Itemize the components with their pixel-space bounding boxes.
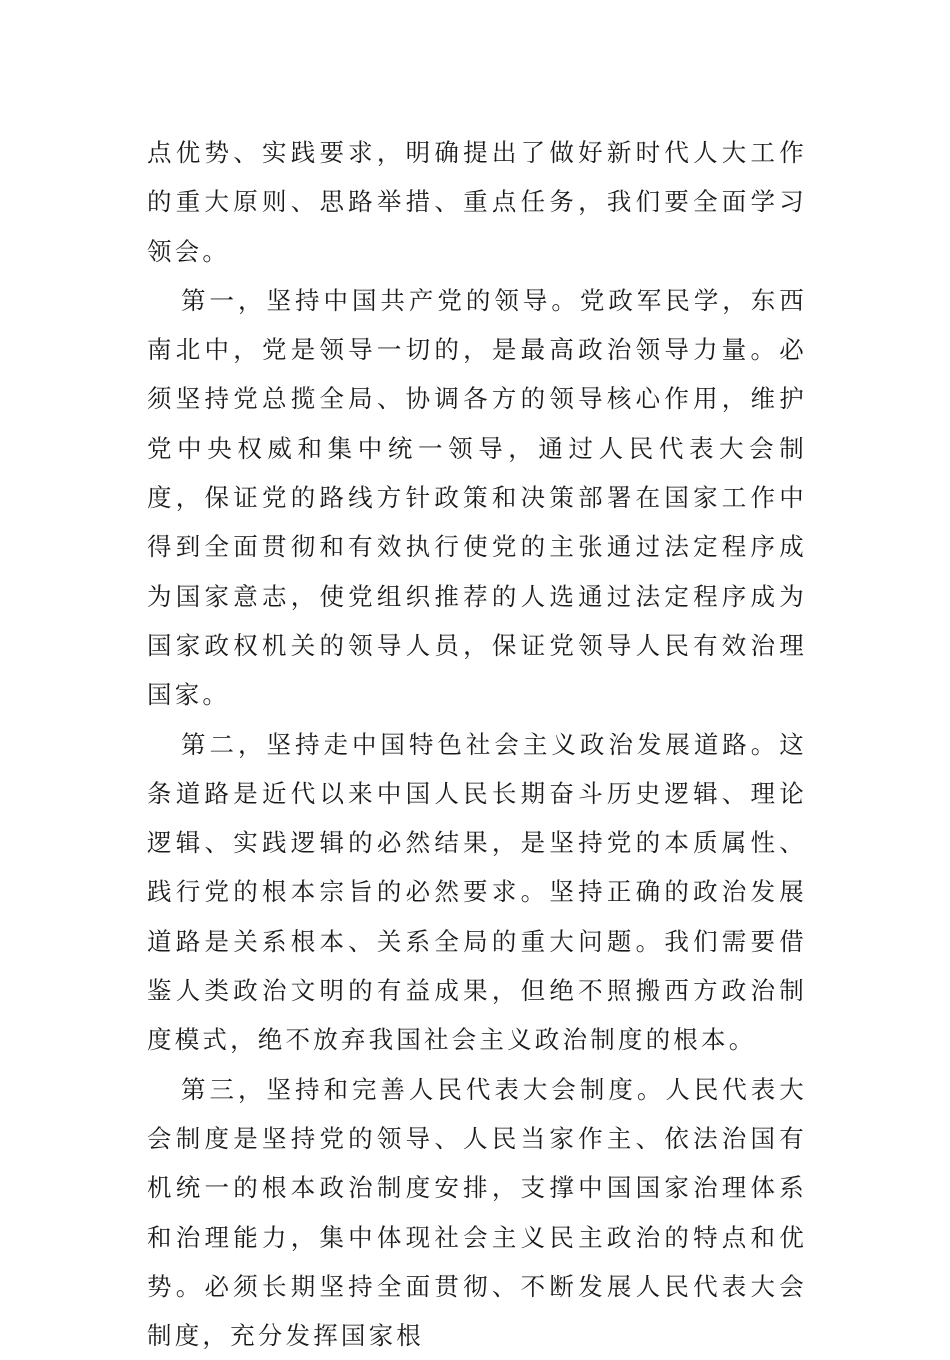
paragraph-continuation: 点优势、实践要求，明确提出了做好新时代人大工作的重大原则、思路举措、重点任务，我们要全面学习领会。: [147, 138, 807, 266]
document-page: [147, 128, 807, 1360]
paragraph-first-point: 第一，坚持中国共产党的领导。党政军民学，东西南北中，党是领导一切的，是最高政治领导力量。必须坚持党总揽全局、协调各方的领导核心作用，维护党中央权威和集中统一领导，通过人民代表大会制度，保证党的路线方针政策和决策部署在国家工作中得到全面贯彻和有效执行使党的主张通过法定程序成为国家意志，使党组织推荐的人选通过法定程序成为国家政权机关的领导人员，保证党领导人民有效治理国家。: [147, 285, 807, 710]
paragraph-second-point: 第二，坚持走中国特色社会主义政治发展道路。这条道路是近代以来中国人民长期奋斗历史逻辑、理论逻辑、实践逻辑的必然结果，是坚持党的本质属性、践行党的根本宗旨的必然要求。坚持正确的政治发展道路是关系根本、关系全局的重大问题。我们需要借鉴人类政治文明的有益成果，但绝不照搬西方政治制度模式，绝不放弃我国社会主义政治制度的根本。: [147, 729, 807, 1055]
paragraph-third-point: 第三，坚持和完善人民代表大会制度。人民代表大会制度是坚持党的领导、人民当家作主、依法治国有机统一的根本政治制度安排，支撑中国国家治理体系和治理能力，集中体现社会主义民主政治的特点和优势。必须长期坚持全面贯彻、不断发展人民代表大会制度，充分发挥国家根: [147, 1074, 807, 1351]
